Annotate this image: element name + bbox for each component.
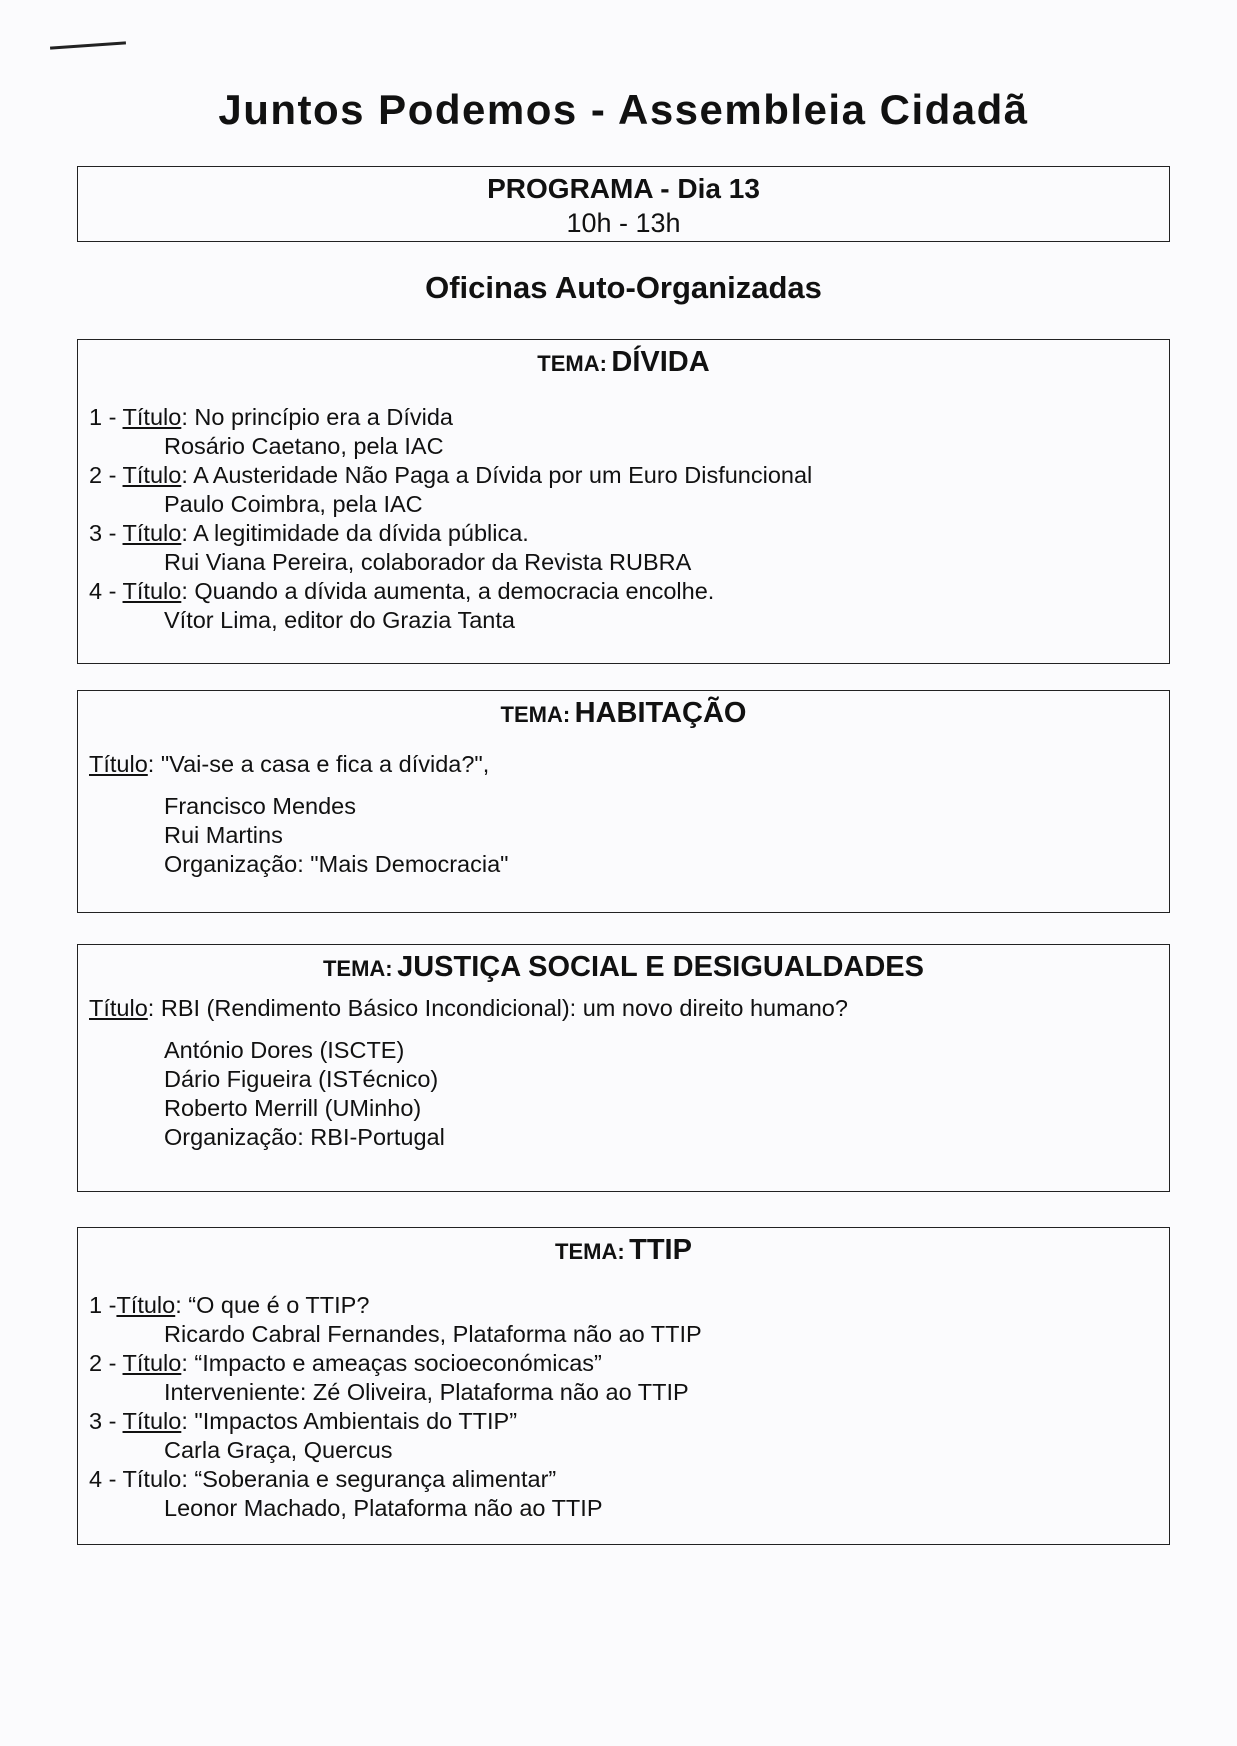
- speaker: Paulo Coimbra, pela IAC: [164, 491, 423, 517]
- theme-name: JUSTIÇA SOCIAL E DESIGUALDADES: [397, 951, 924, 983]
- theme-name: DÍVIDA: [611, 346, 710, 378]
- talk-title: Título: "Vai-se a casa e fica a dívida?",: [89, 751, 490, 777]
- theme-heading: [78, 693, 1169, 738]
- program-title: PROGRAMA - Dia 13: [487, 173, 760, 204]
- theme-heading: [78, 342, 1169, 387]
- theme-heading: [78, 947, 1169, 992]
- section-subtitle: Oficinas Auto-Organizadas: [425, 270, 822, 305]
- page-title: Juntos Podemos - Assembleia Cidadã: [218, 86, 1029, 133]
- organization: Organização: "Mais Democracia": [164, 851, 509, 877]
- theme-content: [78, 750, 1169, 879]
- speaker: Rui Viana Pereira, colaborador da Revista RUBRA: [164, 549, 692, 575]
- list-item: 3 - Título: A legitimidade da dívida pública.: [89, 520, 529, 546]
- speaker: Leonor Machado, Plataforma não ao TTIP: [164, 1495, 603, 1521]
- theme-box-ttip: [77, 1227, 1170, 1545]
- theme-content: [78, 403, 1169, 635]
- speaker: António Dores (ISCTE): [164, 1037, 405, 1063]
- theme-label: TEMA:: [537, 351, 607, 376]
- list-item: 4 - Título: Quando a dívida aumenta, a democracia encolhe.: [89, 578, 715, 604]
- theme-heading: [78, 1230, 1169, 1275]
- theme-content: [78, 1291, 1169, 1523]
- theme-name: TTIP: [629, 1234, 692, 1266]
- speaker: Carla Graça, Quercus: [164, 1437, 393, 1463]
- speaker: Vítor Lima, editor do Grazia Tanta: [164, 607, 515, 633]
- speaker: Rui Martins: [164, 822, 283, 848]
- talk-title: Título: RBI (Rendimento Básico Incondicional): um novo direito humano?: [89, 995, 848, 1021]
- organization: Organização: RBI-Portugal: [164, 1124, 445, 1150]
- speaker: Interveniente: Zé Oliveira, Plataforma não ao TTIP: [164, 1379, 689, 1405]
- theme-label: TEMA:: [322, 956, 393, 981]
- speaker: Roberto Merrill (UMinho): [164, 1095, 422, 1121]
- theme-box-divida: [77, 339, 1170, 664]
- theme-box-justica-social: [77, 944, 1170, 1192]
- theme-box-habitacao: [77, 690, 1170, 913]
- list-item: 1 - Título: No princípio era a Dívida: [89, 404, 454, 430]
- speaker: Dário Figueira (ISTécnico): [164, 1066, 439, 1092]
- list-item: 3 - Título: "Impactos Ambientais do TTIP”: [89, 1408, 518, 1434]
- theme-content: [78, 994, 1169, 1152]
- theme-label: TEMA:: [500, 702, 571, 727]
- program-box: [77, 166, 1170, 242]
- pen-mark: [50, 41, 126, 49]
- speaker: Ricardo Cabral Fernandes, Plataforma não ao TTIP: [164, 1321, 702, 1347]
- speaker: Rosário Caetano, pela IAC: [164, 433, 444, 459]
- list-item: 2 - Título: “Impacto e ameaças socioeconómicas”: [89, 1350, 602, 1376]
- list-item: 4 - Título: “Soberania e segurança alimentar”: [89, 1466, 557, 1492]
- speaker: Francisco Mendes: [164, 793, 356, 819]
- list-item: 2 - Título: A Austeridade Não Paga a Dívida por um Euro Disfuncional: [89, 462, 813, 488]
- theme-name: HABITAÇÃO: [574, 697, 747, 729]
- program-time: 10h - 13h: [566, 208, 681, 238]
- theme-label: TEMA:: [555, 1239, 625, 1264]
- list-item: 1 -Título: “O que é o TTIP?: [89, 1292, 370, 1318]
